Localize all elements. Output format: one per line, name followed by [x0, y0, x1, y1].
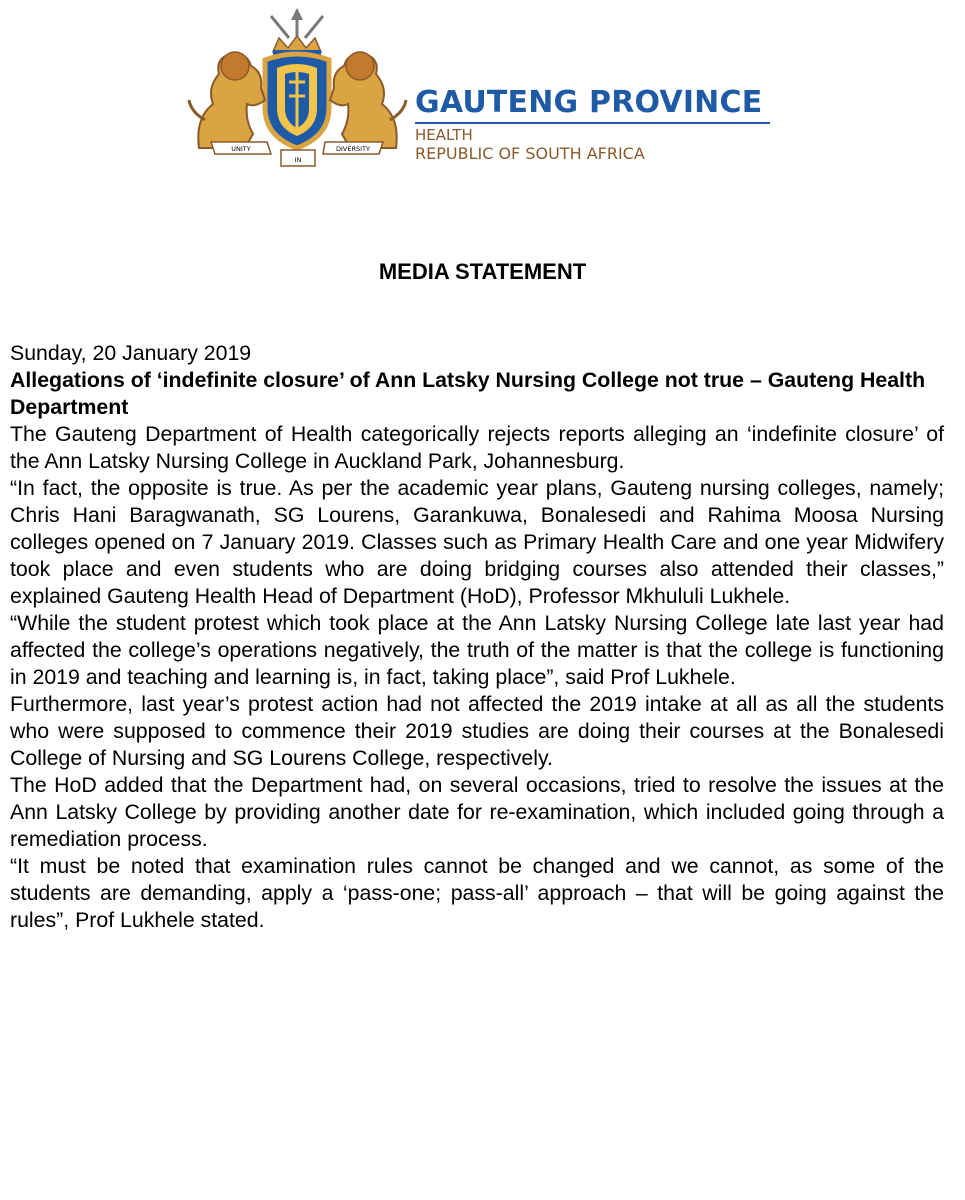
province-name: GAUTENG PROVINCE — [415, 85, 763, 120]
document-type-heading: MEDIA STATEMENT — [378, 259, 587, 284]
statement-body — [10, 340, 944, 934]
coat-of-arms-logo — [185, 8, 410, 170]
statement-headline: Allegations of ‘indefinite closure’ of Ann Latsky Nursing College not true – Gauteng Health Department — [10, 368, 926, 419]
paragraph: “While the student protest which took place at the Ann Latsky Nursing College late last year had affected the college’s operations negatively, the truth of the matter is that the college is functioning in 2019 and teaching and learning is, in fact, taking place”, said Prof Lukhele. — [10, 611, 944, 689]
paragraph: The HoD added that the Department had, on several occasions, tried to resolve the issues at the Ann Latsky College by providing another date for re-examination, which included going through a remediation process. — [10, 773, 944, 851]
brand-rule — [415, 122, 770, 124]
paragraph: “In fact, the opposite is true. As per the academic year plans, Gauteng nursing colleges, namely; Chris Hani Baragwanath, SG Lourens, Garankuwa, Bonalesedi and Rahima Moosa Nursing colleges opened on 7 January 2019. Classes such as Primary Health Care and one year Midwifery took place and even students who are doing bridging courses also attended their classes,” explained Gauteng Health Head of Department (HoD), Professor Mkhululi Lukhele. — [10, 476, 944, 608]
paragraph: Furthermore, last year’s protest action had not affected the 2019 intake at all as all the students who were supposed to commence their 2019 studies are doing their courses at the Bonalesedi College of Nursing and SG Lourens College, respectively. — [10, 692, 944, 770]
paragraph: The Gauteng Department of Health categorically rejects reports alleging an ‘indefinite closure’ of the Ann Latsky Nursing College in Auckland Park, Johannesburg. — [10, 422, 944, 473]
organisation-block — [415, 86, 795, 164]
paragraph: “It must be noted that examination rules cannot be changed and we cannot, as some of the students are demanding, apply a ‘pass-one; pass-all’ approach – that will be going against the rules”, Prof Lukhele stated. — [10, 854, 944, 932]
statement-date: Sunday, 20 January 2019 — [10, 341, 252, 365]
motto-unity: UNITY — [231, 145, 251, 153]
letterhead — [185, 8, 785, 170]
motto-diversity: DIVERSITY — [336, 145, 370, 153]
country-name: REPUBLIC OF SOUTH AFRICA — [415, 144, 645, 163]
motto-in: IN — [294, 156, 302, 164]
department-name: HEALTH — [415, 126, 473, 144]
